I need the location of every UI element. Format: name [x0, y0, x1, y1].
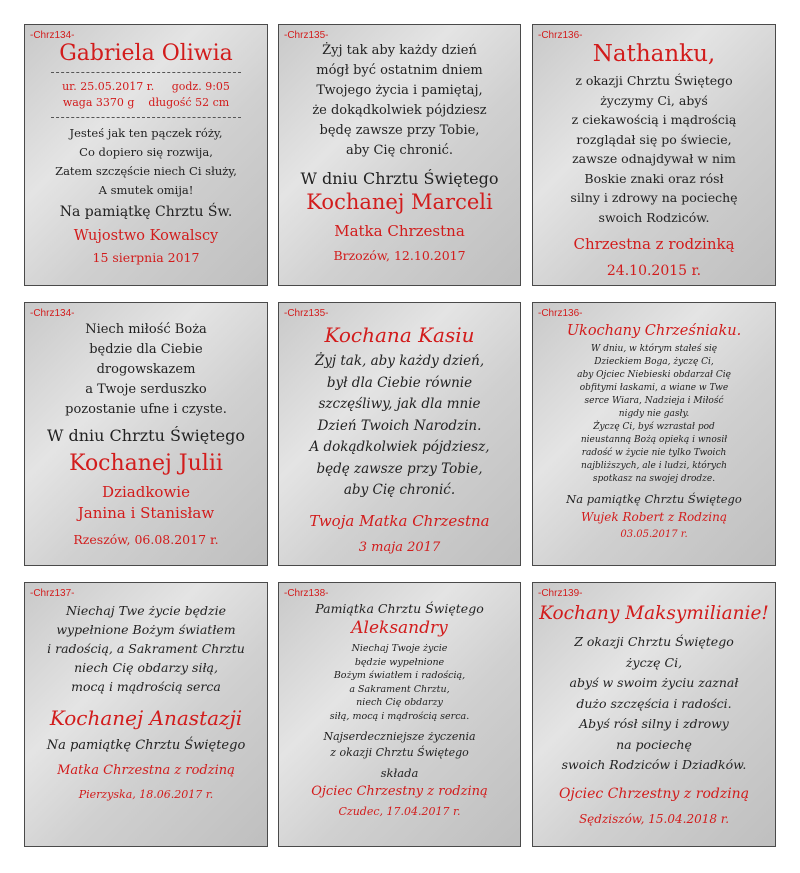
- plate-chrz135-marceli: [278, 24, 521, 286]
- occasion-text: W dniu Chrztu Świętego: [300, 169, 499, 188]
- weight-line: waga 3370 g długość 52 cm: [62, 96, 230, 109]
- plate-verse: W dniu, w którym stałeś się Dzieckiem Boga, życzę Ci, aby Ojciec Niebieski obdarzał Cię obfitymi łaskami, a wiane w Twe serce Wiara, Nadzieja i Miłość nigdy nie gasły. Życzę Ci, byś wzrastał pod nieustanną Bożą opieką i wnosił radość w życie nie tylko Twoich najbliższych, ale i ludzi, których spotkasz na swojej drodze.: [577, 344, 731, 484]
- plate-from: Chrzestna z rodzinką: [573, 235, 735, 253]
- plate-date: 03.05.2017 r.: [620, 529, 688, 540]
- plate-name: Ukochany Chrześniaku.: [566, 323, 742, 339]
- sklada-text: składa: [380, 766, 419, 780]
- plate-from: Ojciec Chrzestny z rodziną: [311, 784, 488, 799]
- plate-verse: Żyj tak aby każdy dzień mógł być ostatnim dniem Twojego życia i pamiętaj, że dokądkolwiek pójdziesz będę zawsze przy Tobie, aby Cię chronić.: [312, 43, 487, 158]
- product-code: -Chrz138-: [284, 588, 329, 599]
- plate-name: Nathanku,: [592, 41, 716, 67]
- product-code: -Chrz137-: [30, 588, 75, 599]
- plate-chrz136-chrzesniak: [532, 302, 776, 566]
- plate-name: Gabriela Oliwia: [59, 41, 233, 66]
- product-code: -Chrz139-: [538, 588, 583, 599]
- plate-verse: Jesteś jak ten pączek róży, Co dopiero się rozwija, Zatem szczęście niech Ci służy, A smutek omija!: [55, 126, 237, 197]
- memento-text: Na pamiątkę Chrztu Świętego: [46, 738, 246, 753]
- plate-verse: z okazji Chrztu Świętego życzymy Ci, abyś z ciekawością i mądrością rozglądał się po świecie, zawsze odnajdywał w nim Boskie znaki oraz rósł silny i zdrowy na pociechę swoich Rodziców.: [570, 73, 738, 225]
- plate-from: Twoja Matka Chrzestna: [309, 511, 490, 530]
- plate-date: 15 sierpnia 2017: [92, 250, 200, 265]
- plate-from: Wujostwo Kowalscy: [73, 228, 219, 244]
- occasion-text: W dniu Chrztu Świętego: [46, 426, 246, 445]
- plate-chrz135-kasia: [278, 302, 521, 566]
- product-code: -Chrz134-: [30, 30, 75, 41]
- memento-text: Na pamiątkę Chrztu Św.: [59, 204, 233, 220]
- plate-from: Wujek Robert z Rodziną: [580, 510, 728, 524]
- plate-date: Pierzyska, 18.06.2017 r.: [78, 788, 214, 801]
- plate-name: Kochany Maksymilianie!: [539, 603, 769, 624]
- plate-title: Pamiątka Chrztu Świętego: [315, 601, 484, 616]
- plate-chrz134-julia: [24, 302, 268, 566]
- birth-line: ur. 25.05.2017 r. godz. 9:05: [62, 80, 230, 93]
- plate-verse: Żyj tak, aby każdy dzień, był dla Ciebie równie szczęśliwy, jak dla mnie Dzień Twoich Narodzin. A dokądkolwiek pójdziesz, będę zawsze przy Tobie, aby Cię chronić.: [309, 353, 490, 498]
- plate-chrz134-gabriela: [24, 24, 268, 286]
- plate-from: Ojciec Chrzestny z rodziną: [558, 785, 750, 802]
- plate-from: Matka Chrzestna z rodziną: [57, 763, 235, 778]
- product-code: -Chrz136-: [538, 308, 583, 319]
- product-code: -Chrz134-: [30, 308, 75, 319]
- plate-from: Dziadkowie Janina i Stanisław: [77, 483, 215, 522]
- memento-text: Na pamiątkę Chrztu Świętego: [566, 492, 742, 506]
- wishes-text: Najserdeczniejsze życzenia z okazji Chrztu Świętego: [323, 730, 476, 759]
- plate-date: Czudec, 17.04.2017 r.: [338, 805, 461, 818]
- plate-date: 24.10.2015 r.: [606, 263, 702, 279]
- plate-chrz136-nathan: [532, 24, 776, 286]
- plate-date: Rzeszów, 06.08.2017 r.: [73, 532, 219, 547]
- product-code: -Chrz136-: [538, 30, 583, 41]
- plate-name: Kochana Kasiu: [324, 323, 475, 347]
- plate-name: Kochanej Marceli: [306, 190, 493, 214]
- plate-chrz138-aleksandra: [278, 582, 521, 847]
- plate-verse: Niechaj Twe życie będzie wypełnione Bożym światłem i radością, a Sakrament Chrztu niech Cię obdarzy siłą, mocą i mądrością serca: [47, 603, 245, 694]
- product-code: -Chrz135-: [284, 30, 329, 41]
- dashed-divider: [51, 72, 241, 73]
- plate-chrz139-maksymilian: [532, 582, 776, 847]
- plate-from: Matka Chrzestna: [334, 222, 465, 240]
- plate-verse: Niechaj Twoje życie będzie wypełnione Bożym światłem i radością, a Sakrament Chrztu, niech Cię obdarzy siłą, mocą i mądrością serca.: [329, 643, 470, 722]
- dashed-divider: [51, 117, 241, 118]
- plate-verse: Z okazji Chrztu Świętego życzę Ci, abyś w swoim życiu zaznał dużo szczęścia i radości. Abyś rósł silny i zdrowy na pociechę swoich Rodziców i Dziadków.: [561, 634, 747, 772]
- product-code: -Chrz135-: [284, 308, 329, 319]
- plate-date: 3 maja 2017: [358, 539, 441, 555]
- plate-verse: Niech miłość Boża będzie dla Ciebie drogowskazem a Twoje serduszko pozostanie ufne i czyste.: [65, 322, 227, 417]
- plate-date: Sędziszów, 15.04.2018 r.: [578, 811, 730, 826]
- plate-date: Brzozów, 12.10.2017: [333, 248, 466, 263]
- plate-name: Kochanej Anastazji: [49, 706, 243, 730]
- plate-name: Aleksandry: [351, 618, 448, 638]
- plate-chrz137-anastazja: [24, 582, 268, 847]
- plate-name: Kochanej Julii: [69, 451, 223, 476]
